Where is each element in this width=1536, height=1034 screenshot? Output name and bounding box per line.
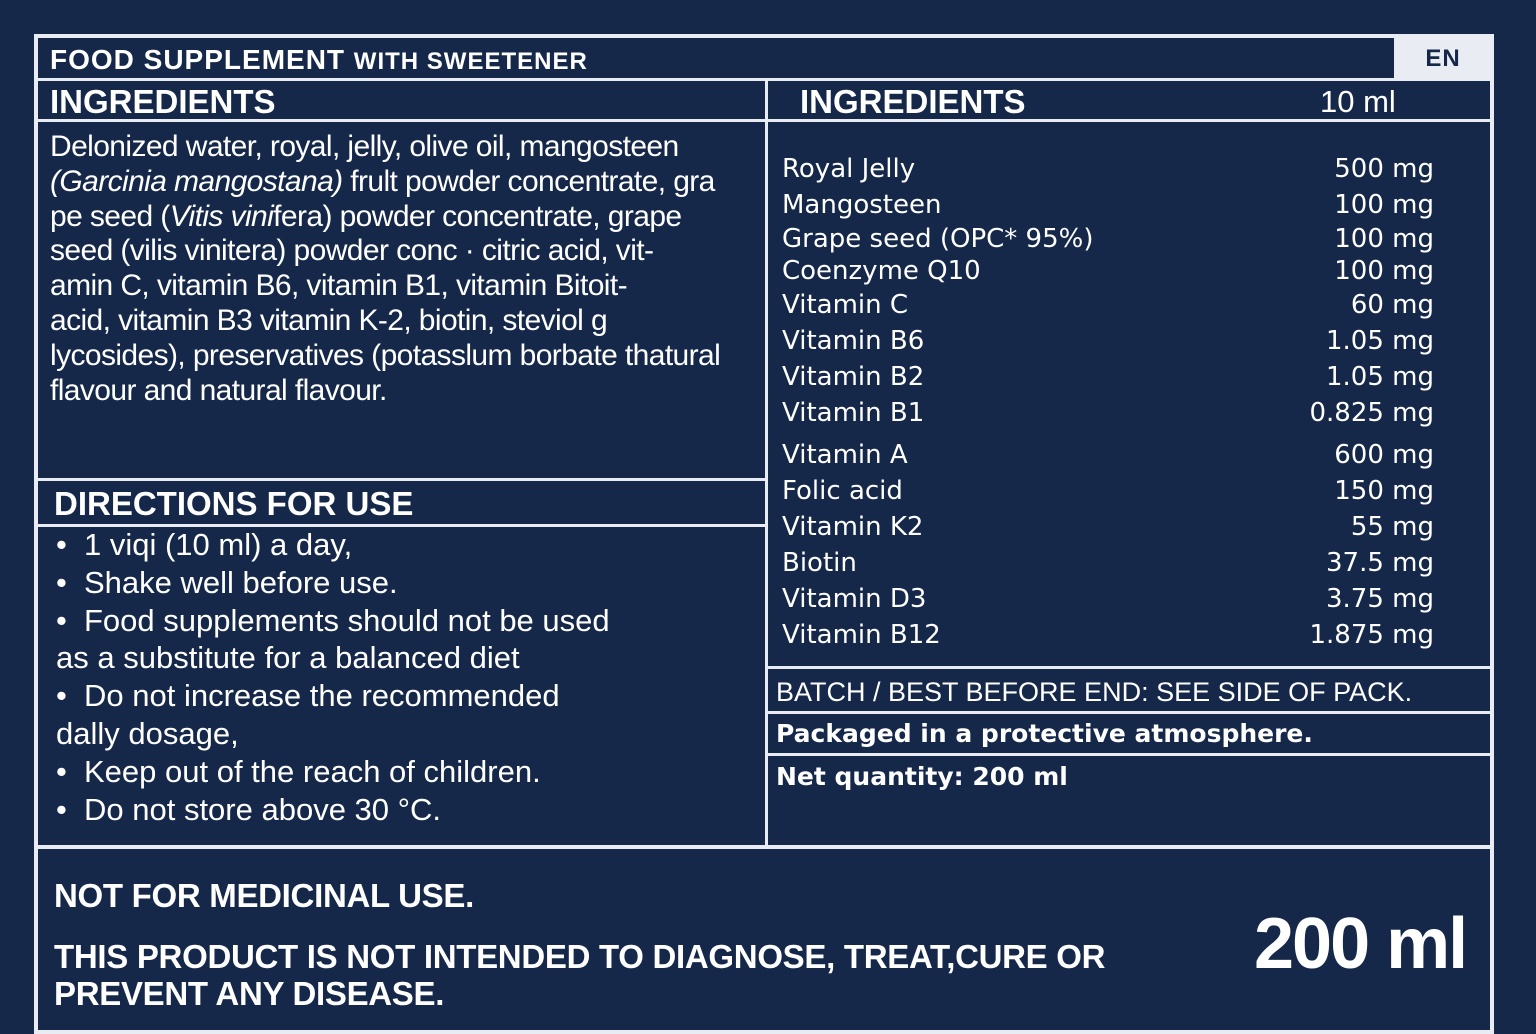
serving-size: 10 ml — [1320, 84, 1396, 119]
language-badge: EN — [1396, 38, 1490, 80]
directions-item — [56, 639, 756, 677]
directions-list — [56, 526, 756, 828]
directions-item — [56, 791, 756, 829]
directions-item-text: Shake well before use. — [84, 564, 398, 600]
disclaimer-line-1: THIS PRODUCT IS NOT INTENDED TO DIAGNOSE, TREAT,CURE OR — [54, 938, 1106, 975]
directions-heading: DIRECTIONS FOR USE — [54, 485, 414, 522]
divider-directions-top — [34, 478, 767, 481]
nutrition-amount: 0.825 mg — [1309, 398, 1434, 428]
volume-display: 200 ml — [1254, 904, 1467, 984]
directions-item — [56, 677, 756, 715]
nutrition-name: Vitamin K2 — [782, 512, 924, 542]
ingredients-text-part: flavour and natural flavour. — [50, 373, 387, 407]
nutrition-amount: 150 mg — [1334, 476, 1434, 506]
nutrition-row — [782, 474, 1434, 508]
bullet-icon: • — [56, 791, 67, 827]
ingredients-line — [50, 234, 765, 269]
bullet-icon: • — [56, 753, 67, 789]
directions-item-text: dally dosage, — [56, 715, 239, 751]
nutrition-row — [782, 288, 1434, 322]
nutrition-row — [782, 152, 1434, 186]
ingredients-text-part: Delonized water, royal, jelly, olive oil, mangosteen — [50, 130, 679, 163]
ingredients-line — [50, 200, 765, 235]
ingredients-text-part: fera) powder concentrate, grape — [273, 199, 682, 233]
ingredients-line — [50, 304, 765, 339]
bullet-icon: • — [56, 602, 67, 638]
ingredients-text — [50, 130, 765, 408]
disclaimer-line-2: PREVENT ANY DISEASE. — [54, 975, 445, 1012]
directions-item-text: 1 viqi (10 ml) a day, — [84, 527, 353, 562]
ingredients-text-part: lycosides), preservatives (potasslum borbate thatural — [50, 338, 721, 372]
nutrition-name: Biotin — [782, 548, 857, 578]
ingredients-line — [50, 269, 765, 304]
nutrition-amount: 600 mg — [1334, 440, 1434, 470]
directions-item-text: Keep out of the reach of children. — [84, 753, 541, 789]
directions-item — [56, 526, 756, 564]
ingredients-text-part: acid, vitamin B3 vitamin K-2, biotin, steviol g — [50, 303, 608, 337]
nutrition-amount: 37.5 mg — [1326, 548, 1434, 578]
directions-item — [56, 715, 756, 753]
ingredients-text-part: Vitis vini — [169, 199, 274, 233]
nutrition-name: Mangosteen — [782, 190, 942, 220]
nutrition-row — [782, 188, 1434, 222]
directions-item-text: as a substitute for a balanced diet — [56, 640, 520, 676]
nutrition-row — [782, 582, 1434, 616]
ingredients-line — [50, 339, 765, 374]
net-quantity: Net quantity: 200 ml — [776, 762, 1068, 791]
nutrition-row — [782, 396, 1434, 430]
nutrition-row — [782, 324, 1434, 358]
nutrition-row — [782, 510, 1434, 544]
nutrition-name: Vitamin B1 — [782, 398, 925, 428]
ingredients-line — [50, 374, 765, 409]
nutrition-amount: 60 mg — [1350, 290, 1434, 320]
nutrition-name: Vitamin B2 — [782, 362, 925, 392]
product-title-main: FOOD SUPPLEMENT — [50, 44, 346, 75]
ingredients-text-part: seed (vilis vinitera) powder conc · citric acid, vit- — [50, 234, 654, 268]
nutrition-name: Folic acid — [782, 476, 903, 506]
nutrition-row — [782, 360, 1434, 394]
nutrition-name: Vitamin D3 — [782, 584, 927, 614]
ingredients-text-part: (Garcinia mangostana) — [50, 164, 343, 198]
nutrition-amount: 100 mg — [1334, 224, 1434, 254]
nutrition-name: Vitamin C — [782, 290, 909, 320]
nutrition-row — [782, 254, 1434, 288]
nutrition-amount: 1.05 mg — [1326, 362, 1434, 392]
product-title — [50, 40, 588, 80]
nutrition-name: Coenzyme Q10 — [782, 256, 981, 286]
nutrition-amount: 55 mg — [1350, 512, 1434, 542]
divider-batch — [765, 711, 1494, 714]
nutrition-amount: 100 mg — [1334, 190, 1434, 220]
divider-nutrition-bottom — [765, 666, 1494, 669]
nutrition-row — [782, 438, 1434, 472]
divider-packaged — [765, 753, 1494, 756]
batch-info: BATCH / BEST BEFORE END: SEE SIDE OF PACK. — [776, 677, 1413, 707]
directions-item — [56, 753, 756, 791]
ingredients-line — [50, 130, 765, 165]
ingredients-text-part: amin C, vitamin B6, vitamin B1, vitamin Bitoit- — [50, 269, 627, 303]
bullet-icon: • — [56, 527, 67, 562]
nutrition-heading: INGREDIENTS — [800, 83, 1026, 120]
divider-columns — [765, 78, 768, 848]
packaged-info: Packaged in a protective atmosphere. — [776, 719, 1313, 748]
nutrition-amount: 1.05 mg — [1326, 326, 1434, 356]
bullet-icon: • — [56, 564, 67, 600]
bullet-icon: • — [56, 678, 67, 714]
directions-item-text: Do not store above 30 °C. — [84, 791, 442, 827]
product-title-sub: WITH SWEETENER — [353, 48, 588, 75]
nutrition-name: Vitamin A — [782, 440, 908, 470]
nutrition-amount: 100 mg — [1334, 256, 1434, 286]
nutrition-amount: 1.875 mg — [1309, 620, 1434, 650]
nutrition-row — [782, 546, 1434, 580]
nutrition-amount: 500 mg — [1334, 154, 1434, 184]
directions-item-text: Do not increase the recommended — [84, 678, 560, 714]
divider-footer — [34, 845, 1494, 849]
nutrition-amount: 3.75 mg — [1326, 584, 1434, 614]
nutrition-name: Vitamin B12 — [782, 620, 941, 650]
nutrition-name: Royal Jelly — [782, 154, 916, 184]
nutrition-name: Grape seed (OPC* 95%) — [782, 224, 1094, 254]
not-medicinal-warning: NOT FOR MEDICINAL USE. — [54, 877, 474, 914]
nutrition-name: Vitamin B6 — [782, 326, 925, 356]
ingredients-text-part: frult powder concentrate, gra — [342, 164, 715, 198]
directions-item — [56, 602, 756, 640]
directions-item — [56, 564, 756, 602]
ingredients-text-part: pe seed ( — [50, 199, 170, 233]
ingredients-heading: INGREDIENTS — [50, 83, 276, 120]
nutrition-row — [782, 618, 1434, 652]
ingredients-line — [50, 165, 765, 200]
nutrition-row — [782, 222, 1434, 256]
directions-item-text: Food supplements should not be used — [84, 602, 610, 638]
